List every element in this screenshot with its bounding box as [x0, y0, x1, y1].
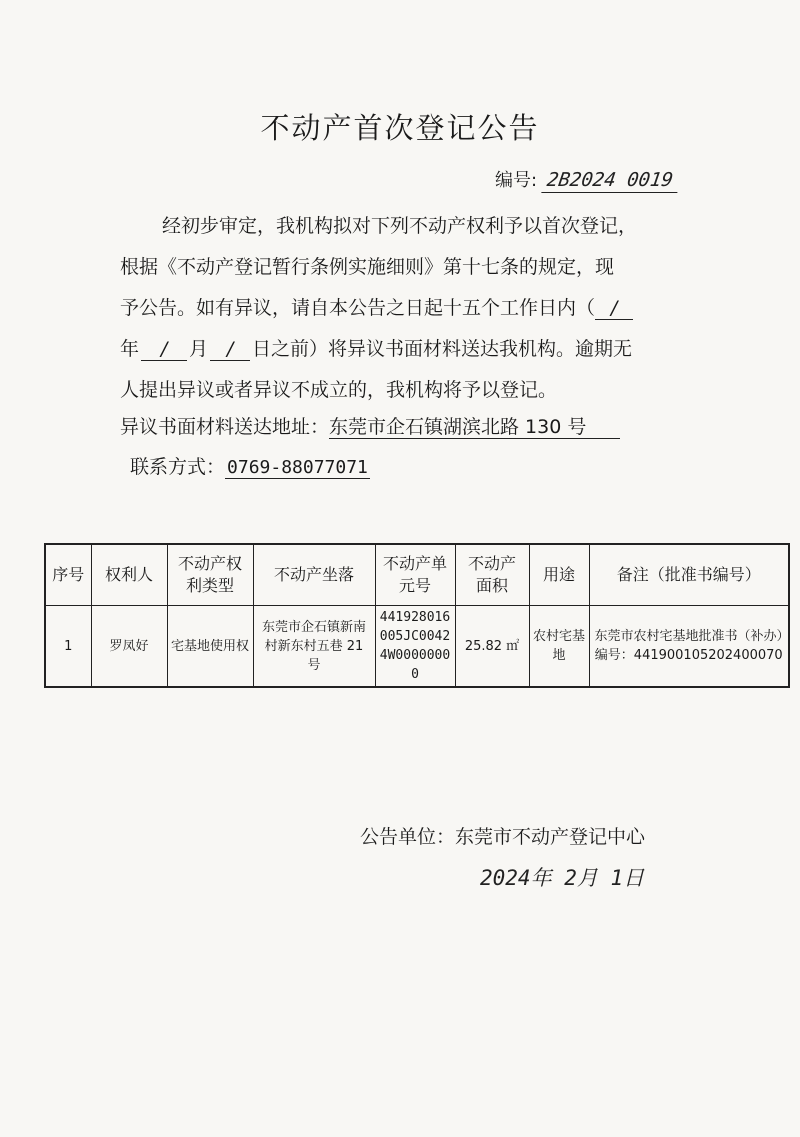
table-row	[45, 606, 789, 688]
address-value: 东莞市企石镇湖滨北路 130 号	[329, 416, 620, 439]
table-header-row	[45, 544, 789, 606]
header-right-type-2: 利类型	[185, 576, 234, 595]
day-blank	[210, 338, 250, 361]
body-line-3-text: 予公告。如有异议，请自本公告之日起十五个工作日内（	[120, 297, 596, 319]
header-unit-no	[375, 544, 455, 606]
header-area-1: 不动产	[467, 554, 516, 573]
body-line-4	[120, 329, 720, 370]
notice-number-value: 2B2024 0019	[541, 169, 680, 193]
day-blank-value: /	[226, 338, 234, 360]
month-blank	[141, 338, 187, 361]
body-line-4-rest: 日之前）将异议书面材料送达我机构。逾期无	[252, 338, 633, 360]
notice-number	[495, 166, 679, 193]
cell-right-type: 宅基地使用权	[167, 606, 253, 688]
objection-address	[120, 412, 620, 439]
header-location: 不动产坐落	[253, 544, 375, 606]
cell-usage: 农村宅基地	[529, 606, 589, 688]
header-area	[455, 544, 529, 606]
year-blank-value: /	[610, 297, 618, 319]
body-line-2: 根据《不动产登记暂行条例实施细则》第十七条的规定，现	[120, 256, 615, 278]
header-unit-no-2: 元号	[398, 576, 431, 595]
header-usage: 用途	[529, 544, 589, 606]
notice-number-label: 编号:	[495, 170, 538, 191]
contact-value: 0769-88077071	[227, 457, 368, 478]
header-area-2: 面积	[475, 576, 508, 595]
contact-info	[130, 452, 370, 479]
registration-table	[44, 543, 790, 688]
cell-location: 东莞市企石镇新南村新东村五巷 21 号	[253, 606, 375, 688]
month-text: 月	[189, 338, 209, 360]
issuer	[360, 822, 645, 849]
cell-owner: 罗凤好	[91, 606, 167, 688]
cell-area: 25.82 ㎡	[455, 606, 529, 688]
body-line-1: 经初步审定，我机构拟对下列不动产权利予以首次登记，	[162, 215, 638, 237]
header-right-type	[167, 544, 253, 606]
notice-title: 不动产首次登记公告	[260, 111, 540, 145]
header-owner: 权利人	[91, 544, 167, 606]
body-line-3	[120, 288, 720, 329]
year-blank	[595, 297, 633, 320]
header-seq: 序号	[45, 544, 91, 606]
issuer-value: 东莞市不动产登记中心	[455, 826, 646, 848]
cell-remark: 东莞市农村宅基地批准书（补办）编号：441900105202400070	[589, 606, 789, 688]
cell-unit-no: 441928016005JC00424W00000000	[375, 606, 455, 688]
header-unit-no-1: 不动产单	[382, 554, 447, 573]
notice-date: 2024年 2月 1日	[480, 866, 645, 890]
body-line-5: 人提出异议或者异议不成立的，我机构将予以登记。	[120, 379, 558, 401]
cell-seq: 1	[45, 606, 91, 688]
issuer-label: 公告单位：	[360, 826, 456, 848]
header-remark: 备注（批准书编号）	[589, 544, 789, 606]
contact-label: 联系方式：	[130, 456, 226, 478]
month-blank-value: /	[160, 338, 168, 360]
header-right-type-1: 不动产权	[177, 554, 242, 573]
address-label: 异议书面材料送达地址：	[120, 416, 330, 438]
year-text: 年	[120, 338, 140, 360]
